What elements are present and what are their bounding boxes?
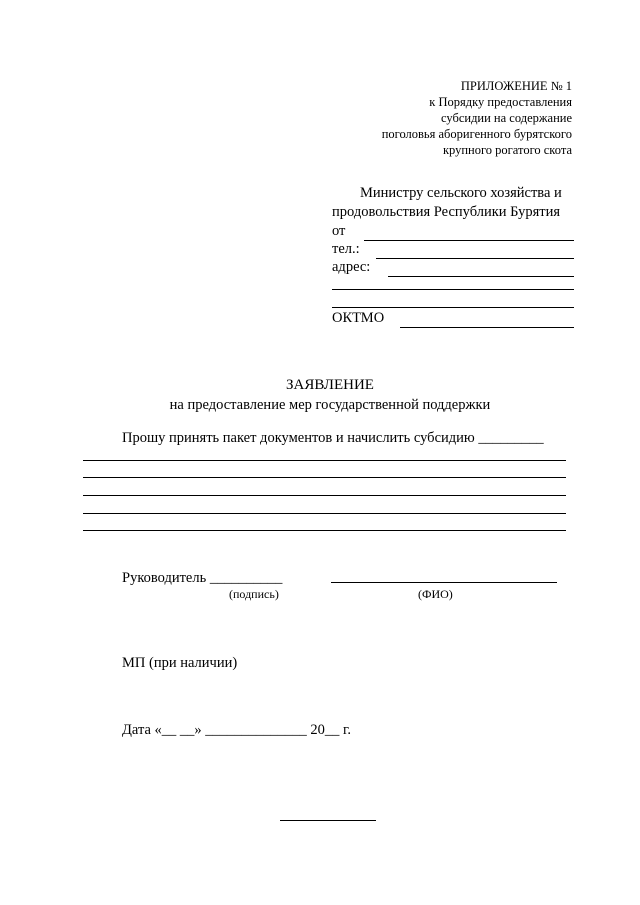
address-field [332,259,574,277]
phone-field [332,241,574,259]
addressee-line: продовольствия Республики Бурятия [332,204,561,220]
address-underline[interactable] [388,276,574,277]
phone-label: тел.: [332,241,360,257]
address-line-3[interactable] [332,307,574,308]
appendix-line: крупного рогатого скота [442,143,572,157]
appendix-line: поголовья аборигенного бурятского [381,127,572,141]
date-line: Дата «__ __» ______________ 20__ г. [122,722,351,738]
oktmo-underline[interactable] [400,327,574,328]
appendix-header [382,78,572,158]
from-label: от [332,223,346,239]
request-line-3[interactable] [83,495,566,496]
footer-divider [280,820,376,821]
address-line-2[interactable] [332,289,574,290]
oktmo-label: ОКТМО [332,310,385,326]
request-text: Прошу принять пакет документов и начислить субсидию _________ [122,430,544,446]
appendix-line: к Порядку предоставления [429,95,572,109]
addressee-line: Министру сельского хозяйства и [360,185,562,201]
request-line-2[interactable] [83,477,566,478]
request-line-4[interactable] [83,513,566,514]
signature-text: Руководитель __________ [122,570,283,586]
oktmo-field [332,310,574,328]
signature-caption: (подпись) [229,587,279,601]
from-field [332,223,574,241]
stamp-placeholder: МП (при наличии) [122,655,238,671]
request-line-5[interactable] [83,530,566,531]
document-subtitle: на предоставление мер государственной поддержки [169,397,491,413]
name-underline[interactable] [331,582,557,583]
address-label: адрес: [332,259,371,275]
name-caption: (ФИО) [418,587,453,601]
appendix-line: ПРИЛОЖЕНИЕ № 1 [460,79,572,93]
signature-line [122,570,282,587]
appendix-line: субсидии на содержание [441,111,572,125]
document-title: ЗАЯВЛЕНИЕ [286,377,374,393]
request-line-1[interactable] [83,460,566,461]
